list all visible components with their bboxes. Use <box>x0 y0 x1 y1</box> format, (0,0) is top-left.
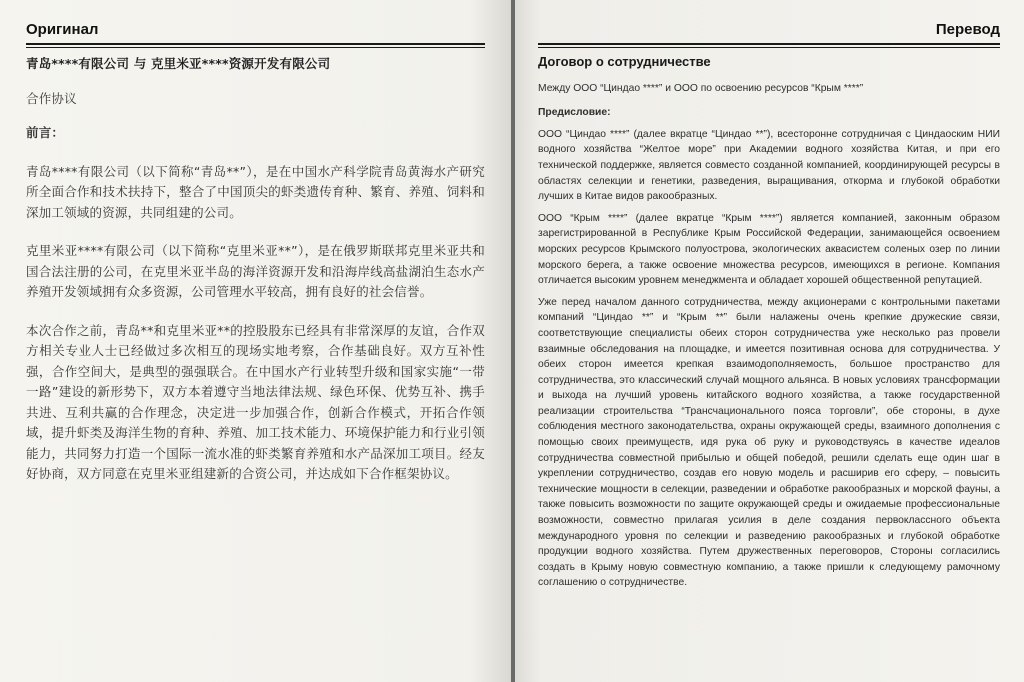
translation-page <box>515 0 1024 682</box>
original-page <box>0 0 511 682</box>
translation-preface-label: Предисловие: <box>538 107 611 119</box>
translation-header-rule <box>538 43 1000 48</box>
original-paragraph-2: 克里米亚****有限公司（以下简称“克里米亚**”），是在俄罗斯联邦克里米亚共和国合法注册的公司，在克里米亚半岛的海洋资源开发和沿海岸线高盐湖泊生态水产养殖开发领域拥有众多资源，公司管理水平较高，拥有良好的社会信誉。 <box>26 243 485 299</box>
original-subtitle: 合作协议 <box>26 90 77 106</box>
original-header: Оригинал <box>26 21 99 38</box>
original-paragraph-1: 青岛****有限公司（以下简称“青岛**”），是在中国水产科学院青岛黄海水产研究所全面合作和技术扶持下，整合了中国顶尖的虾类遗传育种、繁育、养殖、饲料和深加工领域的资源，共同组建的公司。 <box>26 163 485 220</box>
translation-subtitle: Между ООО “Циндао ****” и ООО по освоению ресурсов “Крым ****” <box>538 82 864 94</box>
translation-paragraph-1: ООО “Циндао ****” (далее вкратце “Циндао **”), всесторонне сотрудничая с Циндаоским НИИ водного хозяйства “Желтое море” при Академии водного хозяйства Китая, и при его технической поддержке, является совместо созданной компанией, координирующей ресурсы в областях селекции и генетики, разведения, выращивания, откорма и глубокой обработки лучших в Китае видов ракообразных. <box>538 128 1000 203</box>
translation-title: Договор о сотрудничестве <box>538 54 711 69</box>
original-paragraph-3: 本次合作之前，青岛**和克里米亚**的控股股东已经具有非常深厚的友谊，合作双方相关专业人士已经做过多次相互的现场实地考察，合作基础良好。双方互补性强，合作空间大，是典型的强强联合。在中国水产行业转型升级和国家实施“一带一路”建设的新形势下，双方本着遵守当地法律法规、绿色环保、优势互补、携手共进、互利共赢的合作理念，决定进一步加强合作，创新合作模式，开拓合作领域，提升虾类及海洋生物的育种、养殖、加工技术能力、环境保护能力和行业引领能力，共同努力打造一个国际一流水准的虾类繁育养殖和水产品深加工项目。经友好协商，双方同意在克里米亚组建新的合资公司，并达成如下合作框架协议。 <box>26 322 485 481</box>
original-title: 青岛****有限公司 与 克里米亚****资源开发有限公司 <box>26 56 331 71</box>
translation-paragraph-3: Уже перед началом данного сотрудничества, между акционерами с контрольными пакетами компаний “Циндао **” и “Крым **” были налажены очень крепкие дружеские связи, соответствующие специалисты обеих сторон сотрудничества уже несколько раз провели взаимные обследования на площадке, и имеется позитивная основа для сотрудничества. У обеих сторон имеется крепкая взаимодополняемость, большое пространство для сотрудничества, это классический случай мощного альянса. В новых условиях трансформации и выхода на лучший уровень китайского водного хозяйства, а также государственной реализации строительства “Трансчационального пояса торговли”, обе стороны, в духе соблюдения местного законодательства, охраны окружающей среды, взаимного дополнения с помощью своих преимуществ, идя рука об руку и руководствуясь в качестве идеалов сотрудничества совместной прибылью и общей победой, решили сделать еще один шаг в укреплении сотрудничество, создав его новую модель и расширив его сферу, – повысить технические мощности в селекции, разведении и обработке ракообразных и морской фауны, а также повысить возможности по защите окружающей среды и ожидаемые профессиональные возможности, совместно прилагая усилия в деле создания первоклассного объекта международного уровня по селекции и разведению ракообразных и глубокой обработке продукции водного хозяйства. Путем дружественных переговоров, Стороны согласились создать в Крыму новую совместную компанию, а также пришли к следующему рамочному соглашению о сотрудничестве. <box>538 296 1000 589</box>
original-header-rule <box>26 43 485 48</box>
original-text <box>26 54 485 485</box>
translation-text <box>538 54 1000 591</box>
translation-paragraph-2: ООО “Крым ****” (далее вкратце “Крым ****”) является компанией, законным образом зарегистрированной в Республике Крым Российской Федерации, занимающейся освоением морских ресурсов Крымского полуострова, экологических аквасистем соленых озер по линии морского берега, а также освоение множества ресурсов, имеющихся в регионе. Компания отличается высоким уровнем менеджмента и обладает хорошей общественной репутацией. <box>538 212 1000 287</box>
original-preface-label: 前言： <box>26 125 65 140</box>
translation-header: Перевод <box>935 21 1000 38</box>
